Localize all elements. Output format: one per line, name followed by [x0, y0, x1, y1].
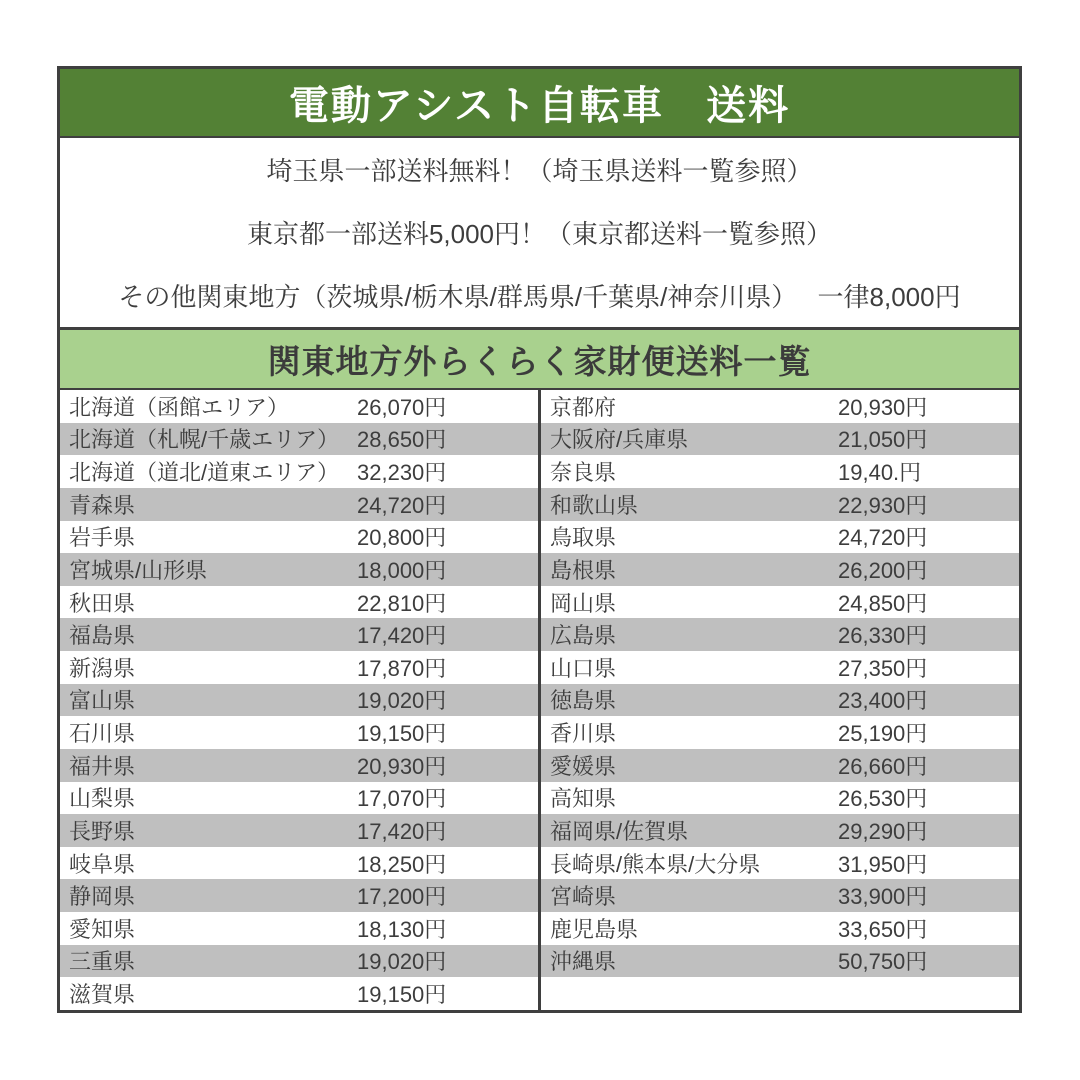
region-cell: 石川県 — [69, 721, 136, 747]
region-cell: 宮崎県 — [550, 884, 617, 910]
region-cell: 広島県 — [550, 623, 617, 649]
table-row — [60, 390, 538, 423]
note-saitama: 埼玉県一部送料無料！（埼玉県送料一覧参照） — [266, 156, 813, 186]
table-row — [60, 749, 538, 782]
price-cell: 27,350円 — [838, 655, 928, 681]
table-row — [541, 814, 1019, 847]
table-row — [541, 847, 1019, 880]
table-row — [541, 390, 1019, 423]
price-cell: 17,420円 — [357, 818, 447, 844]
price-cell: 50,750円 — [838, 949, 928, 975]
price-cell: 17,870円 — [357, 655, 447, 681]
region-cell: 香川県 — [550, 721, 617, 747]
price-cell: 19,150円 — [357, 721, 447, 747]
region-cell: 長崎県/熊本県/大分県 — [550, 851, 761, 877]
region-cell: 愛知県 — [69, 916, 136, 942]
price-cell: 32,230円 — [357, 460, 447, 486]
region-cell: 北海道（札幌/千歳エリア） — [69, 427, 340, 453]
table-row — [60, 521, 538, 554]
price-cell: 20,800円 — [357, 525, 447, 551]
note-other-kanto: その他関東地方（茨城県/栃木県/群馬県/千葉県/神奈川県） 一律8,000円 — [118, 282, 961, 312]
price-cell: 18,130円 — [357, 916, 447, 942]
price-cell: 26,660円 — [838, 753, 928, 779]
price-cell: 20,930円 — [838, 394, 928, 420]
table-row — [541, 782, 1019, 815]
region-cell: 高知県 — [550, 786, 617, 812]
table-row — [541, 651, 1019, 684]
table-row — [60, 945, 538, 978]
region-cell: 島根県 — [550, 557, 617, 583]
price-cell: 17,420円 — [357, 623, 447, 649]
table-row — [60, 684, 538, 717]
main-title-bar — [60, 69, 1019, 138]
price-cell: 24,720円 — [838, 525, 928, 551]
table-row — [60, 879, 538, 912]
price-cell: 22,930円 — [838, 492, 928, 518]
region-cell: 静岡県 — [69, 884, 136, 910]
table-title-bar — [60, 327, 1019, 390]
region-cell: 京都府 — [550, 394, 617, 420]
price-cell: 17,070円 — [357, 786, 447, 812]
price-cell: 21,050円 — [838, 427, 928, 453]
table-row — [60, 912, 538, 945]
table-row — [60, 618, 538, 651]
region-cell: 長野県 — [69, 818, 136, 844]
notes-section — [60, 138, 1019, 327]
region-cell: 秋田県 — [69, 590, 136, 616]
price-cell: 33,650円 — [838, 916, 928, 942]
table-row — [541, 945, 1019, 978]
price-cell: 26,070円 — [357, 394, 447, 420]
table-row — [60, 651, 538, 684]
table-row — [541, 423, 1019, 456]
table-row — [541, 521, 1019, 554]
price-cell: 18,000円 — [357, 557, 447, 583]
price-cell: 29,290円 — [838, 818, 928, 844]
left-column — [60, 390, 538, 1010]
region-cell: 三重県 — [69, 949, 136, 975]
price-cell: 18,250円 — [357, 851, 447, 877]
region-cell: 和歌山県 — [550, 492, 639, 518]
table-row — [60, 423, 538, 456]
table-row — [60, 553, 538, 586]
price-cell: 20,930円 — [357, 753, 447, 779]
region-cell: 徳島県 — [550, 688, 617, 714]
table-row — [541, 455, 1019, 488]
table-row — [541, 749, 1019, 782]
price-cell: 33,900円 — [838, 884, 928, 910]
price-cell: 31,950円 — [838, 851, 928, 877]
table-row — [541, 716, 1019, 749]
right-column — [538, 390, 1019, 1010]
price-cell: 23,400円 — [838, 688, 928, 714]
price-cell: 25,190円 — [838, 721, 928, 747]
page-title: 電動アシスト自転車 送料 — [288, 84, 791, 128]
price-cell: 28,650円 — [357, 427, 447, 453]
price-cell: 19,40.円 — [838, 460, 922, 486]
region-cell: 新潟県 — [69, 655, 136, 681]
table-row — [541, 488, 1019, 521]
region-cell: 鹿児島県 — [550, 916, 639, 942]
table-row — [541, 618, 1019, 651]
region-cell: 山梨県 — [69, 786, 136, 812]
region-cell: 宮城県/山形県 — [69, 557, 208, 583]
region-cell: 岩手県 — [69, 525, 136, 551]
shipping-fee-table — [60, 390, 1019, 1010]
note-tokyo: 東京都一部送料5,000円！（東京都送料一覧参照） — [246, 219, 833, 249]
price-cell: 22,810円 — [357, 590, 447, 616]
price-cell: 26,330円 — [838, 623, 928, 649]
table-row — [541, 553, 1019, 586]
region-cell: 沖縄県 — [550, 949, 617, 975]
table-row — [60, 716, 538, 749]
region-cell: 北海道（道北/道東エリア） — [69, 460, 340, 486]
price-cell: 24,850円 — [838, 590, 928, 616]
table-row — [541, 684, 1019, 717]
table-row — [60, 586, 538, 619]
price-cell: 19,020円 — [357, 688, 447, 714]
table-row — [541, 912, 1019, 945]
region-cell: 鳥取県 — [550, 525, 617, 551]
region-cell: 岡山県 — [550, 590, 617, 616]
table-row — [541, 879, 1019, 912]
price-cell: 19,150円 — [357, 982, 447, 1008]
table-row — [60, 455, 538, 488]
table-row — [60, 488, 538, 521]
table-row — [60, 847, 538, 880]
table-row — [541, 977, 1019, 1010]
table-row — [60, 782, 538, 815]
region-cell: 福島県 — [69, 623, 136, 649]
region-cell: 山口県 — [550, 655, 617, 681]
region-cell: 青森県 — [69, 492, 136, 518]
region-cell: 滋賀県 — [69, 982, 136, 1008]
region-cell: 岐阜県 — [69, 851, 136, 877]
region-cell: 福井県 — [69, 753, 136, 779]
region-cell: 富山県 — [69, 688, 136, 714]
region-cell: 奈良県 — [550, 460, 617, 486]
price-cell: 17,200円 — [357, 884, 447, 910]
table-row — [60, 977, 538, 1010]
price-cell: 24,720円 — [357, 492, 447, 518]
price-cell: 19,020円 — [357, 949, 447, 975]
region-cell: 大阪府/兵庫県 — [550, 427, 689, 453]
price-cell: 26,200円 — [838, 557, 928, 583]
table-row — [60, 814, 538, 847]
table-row — [541, 586, 1019, 619]
region-cell: 北海道（函館エリア） — [69, 394, 290, 420]
region-cell: 福岡県/佐賀県 — [550, 818, 689, 844]
shipping-info-sheet — [57, 66, 1022, 1013]
price-cell: 26,530円 — [838, 786, 928, 812]
region-cell: 愛媛県 — [550, 753, 617, 779]
table-title: 関東地方外らくらく家財便送料一覧 — [267, 342, 812, 380]
